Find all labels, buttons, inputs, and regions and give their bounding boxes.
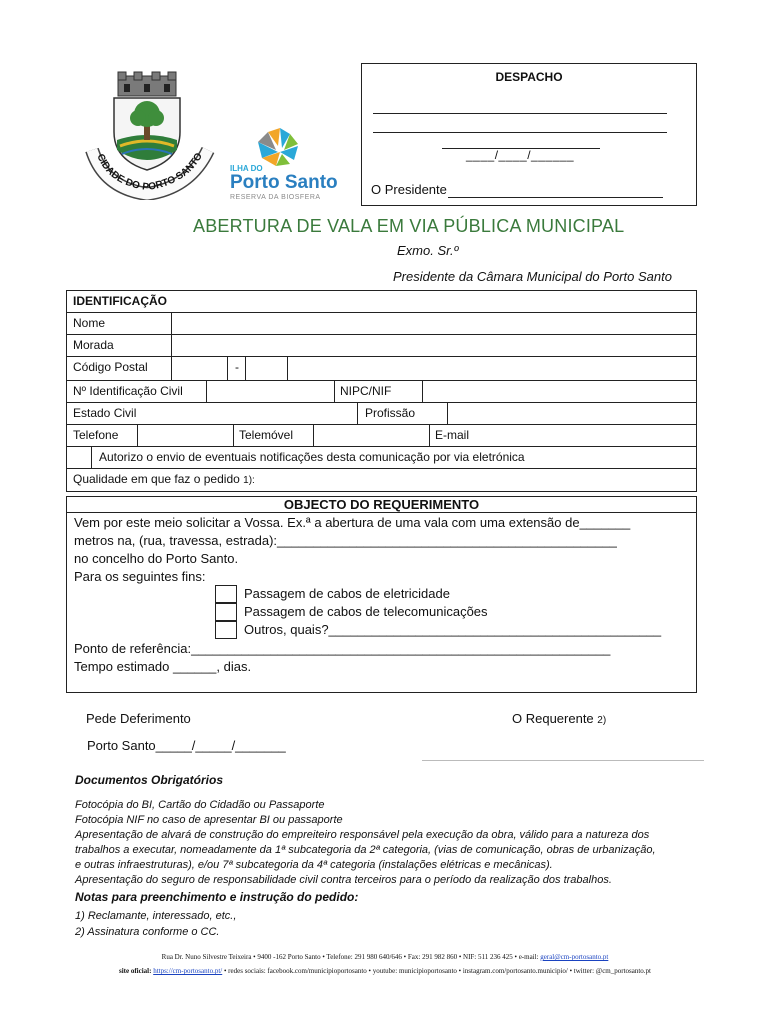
codigo-postal-field-1[interactable] — [171, 357, 227, 380]
telemovel-field[interactable] — [313, 425, 429, 446]
coat-of-arms — [84, 70, 216, 200]
requerente-label — [512, 711, 606, 726]
nota-2: 2) Assinatura conforme o CC. — [75, 926, 220, 938]
objecto-line-2: metros na, (rua, travessa, estrada):_______________________________________________ — [74, 533, 617, 548]
logo-line1: ILHA DO — [230, 164, 263, 173]
option-eletricidade-checkbox[interactable] — [215, 585, 237, 603]
despacho-signature-line[interactable] — [448, 197, 663, 198]
addressee: Presidente da Câmara Municipal do Porto Santo — [393, 269, 672, 284]
documentos-title: Documentos Obrigatórios — [75, 773, 224, 787]
nome-field[interactable] — [171, 313, 696, 334]
nome-label: Nome — [73, 316, 106, 330]
requerente-ref: 2) — [597, 715, 607, 726]
objecto-line-4: Para os seguintes fins: — [74, 569, 206, 584]
footer-site-label: site oficial: — [118, 967, 152, 975]
nota-1: 1) Reclamante, interessado, etc., — [75, 910, 237, 922]
footer-email-link[interactable]: geral@cm-portosanto.pt — [540, 953, 609, 961]
notas-title: Notas para preenchimento e instrução do pedido: — [75, 890, 359, 904]
qualidade-text: Qualidade em que faz o pedido — [73, 472, 240, 486]
email-label: E-mail — [435, 428, 470, 442]
profissao-field[interactable] — [447, 403, 696, 424]
despacho-box — [361, 63, 697, 206]
option-outros-label: Outros, quais?______________________________________________ — [244, 622, 662, 637]
footer-address-text: Rua Dr. Nuno Silvestre Teixeira • 9400 -162 Porto Santo • Telefone: 291 980 640/646 • Fax: 291 982 860 • NIF: 511 236 425 • e-mail: — [161, 953, 539, 961]
documento-2: Fotocópia NIF no caso de apresentar BI ou passaporte — [75, 814, 343, 826]
documento-3: Apresentação de alvará de construção do empreiteiro responsável pela execução da obra, válido para a natureza dos — [75, 829, 650, 841]
requerente-text: O Requerente — [512, 711, 594, 726]
objecto-box — [66, 496, 697, 693]
autorizo-checkbox[interactable] — [67, 447, 91, 468]
option-telecomunicacoes-checkbox[interactable] — [215, 603, 237, 621]
coat-motto: CIDADE DO PORTO SANTO — [94, 151, 205, 194]
despacho-date: ____/____/______ — [466, 148, 575, 162]
estado-civil-label: Estado Civil — [73, 406, 137, 420]
despacho-president-label: O Presidente — [371, 182, 447, 197]
tempo-estimado: Tempo estimado ______, dias. — [74, 659, 252, 674]
objecto-line-3: no concelho do Porto Santo. — [74, 551, 239, 566]
objecto-heading: OBJECTO DO REQUERIMENTO — [67, 497, 696, 513]
estado-civil-field[interactable] — [67, 403, 357, 424]
identificacao-civil-label: Nº Identificação Civil — [73, 384, 183, 398]
telefone-field[interactable] — [137, 425, 233, 446]
porto-santo-date: Porto Santo_____/_____/_______ — [87, 738, 286, 753]
despacho-line-2 — [373, 132, 667, 133]
footer-social-text: • redes sociais: facebook.com/municipioportosanto • youtube: municipioportosanto • instagram.com/portosanto.municipio/ • twitter: @cm_portosanto.pt — [223, 967, 652, 975]
footer-site-link[interactable]: https://cm-portosanto.pt/ — [153, 967, 223, 975]
documento-6: Apresentação do seguro de responsabilidade civil contra terceiros para o período da realização dos trabalhos. — [75, 874, 612, 886]
documento-1: Fotocópia do BI, Cartão do Cidadão ou Passaporte — [75, 799, 325, 811]
despacho-line-1 — [373, 113, 667, 114]
objecto-line-1: Vem por este meio solicitar a Vossa. Ex.ª a abertura de uma vala com uma extensão de_______ — [74, 515, 631, 530]
porto-santo-logo — [228, 124, 353, 206]
page-title: ABERTURA DE VALA EM VIA PÚBLICA MUNICIPAL — [193, 216, 625, 236]
logo-line3: RESERVA DA BIOSFERA — [230, 194, 321, 201]
documento-4: trabalhos a executar, nomeadamente da 1ª subcategoria da 2ª categoria, (vias de comunicação, obras de urbanização, — [75, 844, 656, 856]
despacho-title: DESPACHO — [495, 70, 563, 84]
qualidade-ref: 1): — [243, 475, 255, 486]
identificacao-civil-field[interactable] — [206, 381, 334, 402]
option-outros-checkbox[interactable] — [215, 621, 237, 639]
morada-field[interactable] — [171, 335, 696, 356]
codigo-postal-dash: - — [235, 360, 239, 374]
codigo-postal-label: Código Postal — [73, 360, 148, 374]
nipc-label: NIPC/NIF — [340, 384, 392, 398]
option-eletricidade-label: Passagem de cabos de eletricidade — [244, 586, 450, 601]
profissao-label: Profissão — [365, 406, 416, 420]
documento-5: e outras infraestruturas), e/ou 7ª subcategoria da 4ª categoria (instalações elétricas e mecânicas). — [75, 859, 553, 871]
qualidade-label — [67, 469, 255, 491]
footer-social — [0, 967, 770, 975]
salutation: Exmo. Sr.º — [397, 243, 459, 258]
nipc-field[interactable] — [422, 381, 696, 402]
identification-heading: IDENTIFICAÇÃO — [73, 294, 167, 308]
identification-table — [66, 290, 697, 492]
requerente-signature-line[interactable] — [422, 760, 704, 761]
pede-deferimento: Pede Deferimento — [86, 711, 191, 726]
ponto-referencia: Ponto de referência:__________________________________________________________ — [74, 641, 611, 656]
autorizo-label: Autorizo o envio de eventuais notificações desta comunicação por via eletrónica — [99, 450, 525, 464]
codigo-postal-field-2[interactable] — [245, 357, 287, 380]
option-telecomunicacoes-label: Passagem de cabos de telecomunicações — [244, 604, 488, 619]
footer-address — [0, 953, 770, 961]
morada-label: Morada — [73, 338, 114, 352]
logo-line2: Porto Santo — [230, 172, 338, 193]
telemovel-label: Telemóvel — [239, 428, 294, 442]
telefone-label: Telefone — [73, 428, 119, 442]
